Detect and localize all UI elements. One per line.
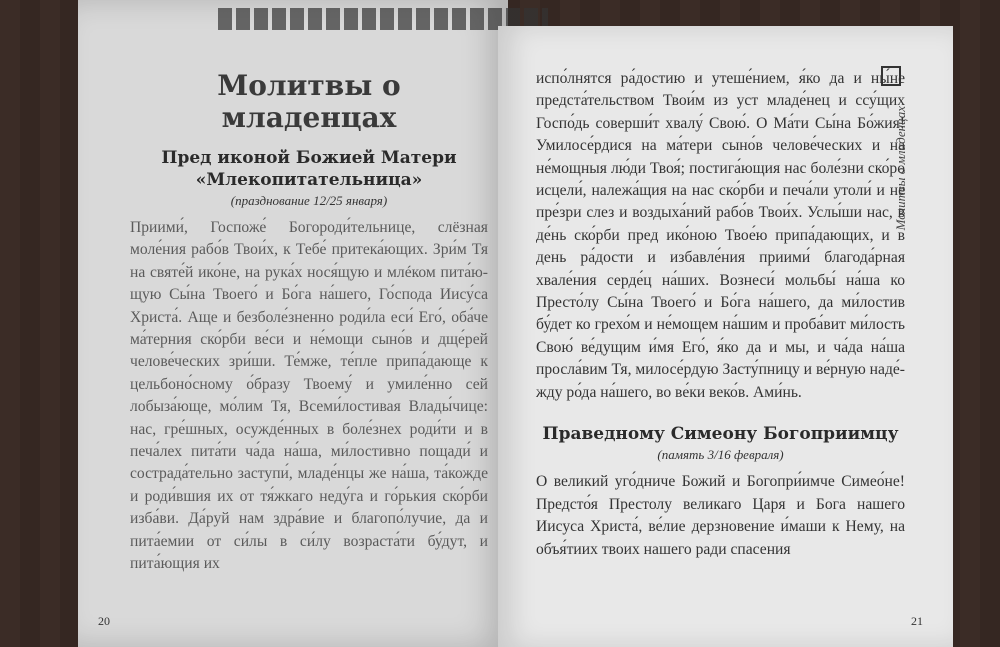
page-number: 21	[911, 614, 923, 628]
page-heading: Молитвы о младенцах	[217, 69, 401, 135]
prayer-body: Приими́, Госпоже́ Богороди́тельнице, слёзная моле́ния рабо́в Твои́х, к Тебе́ притека́ющих. Зри́м Тя на святе́й ико́не, на рука́х нося́щую и млéком пита́ющую Сы́на Твоего́ и Бо́га на́шего, Го́спода Иису́са Христа́. Аще и безболе́зненно роди́ла еси́ Его́, оба́че ма́терния ско́рби ве́си и не́мощи сыно́в и дще́рей челове́ческих зри́ши. Те́мже, те́пле припа́дающе к цельбоно́сному о́бразу Твоему́ и умиле́нно сей лобыза́юще, мо́лим Тя, Всеми́лостивая Влады́чице: нас, гре́шных, осужде́нных в боле́знех роди́ти и в печа́лех пита́ти ча́да на́ша, ми́лостивно пощади́ и сострада́тельно заступи́, младе́нцы же на́ша, та́кожде и роди́вшия их от тя́жкаго неду́га и го́рькия ско́рби изба́ви. Да́руй нам здра́вие и благопо́лучие, да и пита́емии от си́лы в си́лу возраста́ти бу́дут, и пита́ющия их	[130, 218, 488, 572]
left-page	[78, 0, 508, 647]
prayer-body-continued: испо́лнятся ра́достию и утеше́нием, я́ко да и ны́не предста́тельством Твои́м из уст младе́нец и ссу́щих Госпо́дь соверши́т хвалу́ Свою́. О Ма́ти Сы́на Бо́жия! Умилосе́рдися на ма́тери сыно́в челове́ческих и на не́мощныя лю́ди Твоя́; постига́ющия нас боле́зни ско́ро исцели́, належа́щия на нас ско́рби и печа́ли утоли́ и не пре́зри слез и воздыха́ний рабо́в Твои́х. Услы́ши нас, в де́нь ско́рби пред ико́ною Твое́ю припа́дающих, и в день ра́дости и избавле́ния приими́ благода́рная хвале́ния серде́ц на́ших. Вознеси́ мольбы́ на́ша ко Престо́лу Сы́на Твоего́ и Бо́га на́шего, да ми́лостив бу́дет ко грехо́м и не́мощем на́шим и проба́вит ми́лость Свою́ ве́дущим и́мя Его́, я́ко да и мы, и ча́да на́ша просла́вим Тя, милосе́рдую Засту́пницу и ве́рную наде́жду ро́да на́шего, во ве́ки веко́в. Ами́нь.	[536, 70, 905, 401]
feast-note: (память 3/16 февраля)	[657, 447, 784, 463]
prayer-title: Пред иконой Божией Матери «Млекопитательница»	[161, 148, 457, 190]
feast-note: (празднование 12/25 января)	[230, 192, 388, 208]
right-page	[498, 26, 953, 647]
ornament-icon	[881, 66, 901, 86]
prayer-body: О великий уго́дниче Божий и Богопри́имче Симео́не! Предсто́я Престолу великаго Царя и Бога нашего Иисуса Христа́, ве́лие дерзновение и́маши к Нему, на объя́тиих твоих нашего ради спасения	[536, 473, 905, 558]
page-number: 20	[98, 614, 110, 628]
running-title: Молитвы о младенцах	[893, 106, 908, 231]
prayer-title: Праведному Симеону Богоприимцу	[542, 424, 899, 445]
